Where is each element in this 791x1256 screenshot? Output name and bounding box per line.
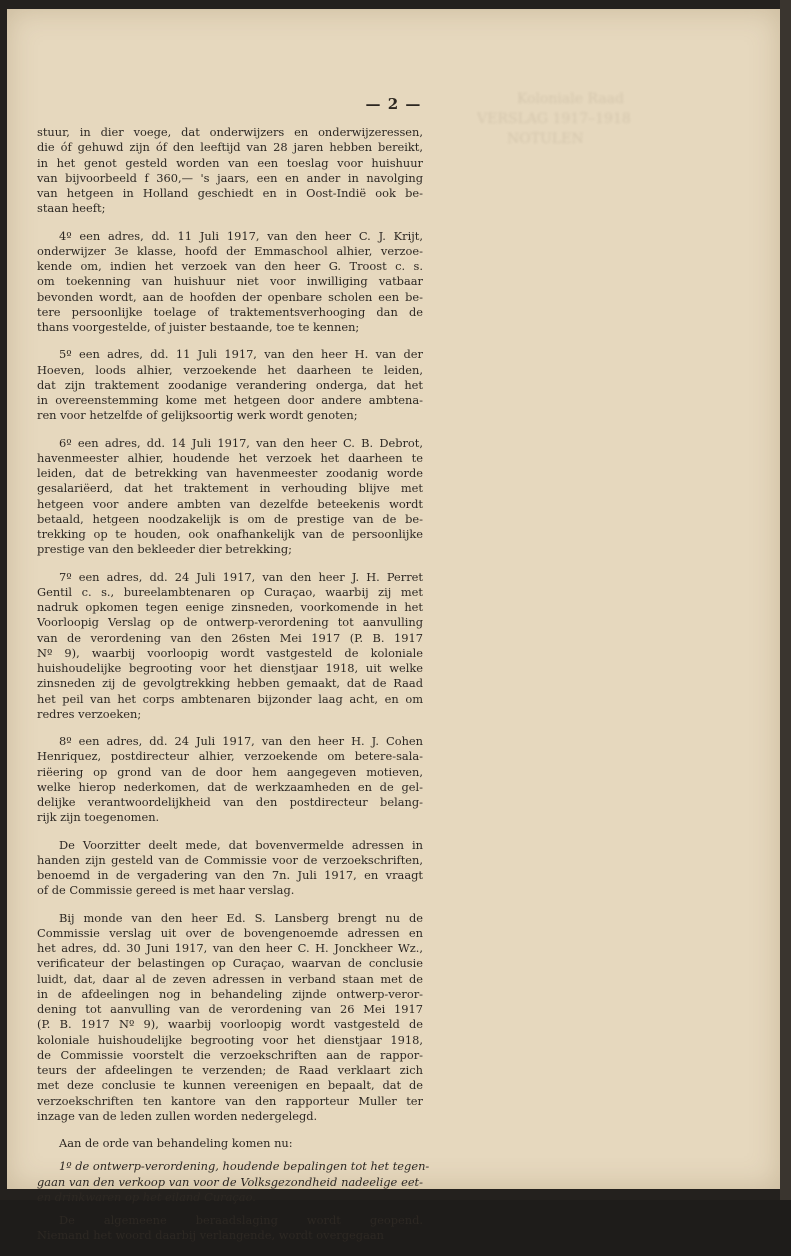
text-line: koloniale huishoudelijke begrooting voor het dienstjaar 1918, bbox=[37, 1032, 423, 1047]
bleed-line: NOTULEN bbox=[507, 131, 584, 147]
text-line: het adres, dd. 30 Juni 1917, van den heer C. H. Jonckheer Wz., bbox=[37, 941, 423, 955]
text-line: gesalariëerd, dat het traktement in verhouding blijve met bbox=[37, 481, 423, 496]
text-line: teurs der afdeelingen te verzenden; de Raad verklaart zich bbox=[37, 1063, 423, 1077]
text-line: Bij monde van den heer Ed. S. Lansberg brengt nu de bbox=[59, 910, 423, 925]
text-line: van de verordening van den 26sten Mei 1917 (P. B. 1917 bbox=[37, 630, 423, 645]
text-line: 6º een adres, dd. 14 Juli 1917, van den heer C. B. Debrot, bbox=[59, 435, 423, 450]
text-line: De algemeene beraadslaging wordt geopend. bbox=[59, 1213, 423, 1227]
text-line: 8º een adres, dd. 24 Juli 1917, van den heer H. J. Cohen bbox=[59, 734, 423, 748]
text-line: welke hierop nederkomen, dat de werkzaamheden en de gel- bbox=[37, 779, 423, 794]
document-page bbox=[7, 9, 780, 1243]
paragraph bbox=[37, 1159, 430, 1205]
paragraph bbox=[37, 347, 423, 423]
text-line: thans voorgestelde, of juister bestaande, toe te kennen; bbox=[37, 320, 360, 334]
paragraph bbox=[37, 734, 423, 826]
paragraph bbox=[37, 229, 423, 336]
text-line: trekking op te houden, ook onafhankelijk van de persoonlijke bbox=[37, 527, 423, 541]
text-line: havenmeester alhier, houdende het verzoek het daarheen te bbox=[37, 450, 423, 465]
text-line: inzage van de leden zullen worden nedergelegd. bbox=[37, 1108, 318, 1123]
text-line: ren voor hetzelfde of gelijksoortig werk wordt genoten; bbox=[37, 408, 358, 423]
text-line: die óf gehuwd zijn óf den leeftijd van 28 jaren hebben bereikt, bbox=[37, 140, 423, 155]
paragraph bbox=[37, 436, 423, 558]
text-line: dat zijn traktement zoodanige verandering onderga, dat het bbox=[37, 377, 423, 392]
text-line: Aan de orde van behandeling komen nu: bbox=[59, 1136, 293, 1150]
page-edge bbox=[780, 0, 791, 1200]
text-line: in overeenstemming kome met hetgeen door andere ambtena- bbox=[37, 393, 423, 407]
text-line: zinsneden zij de gevolgtrekking hebben gemaakt, dat de Raad bbox=[37, 676, 423, 691]
text-line: 7º een adres, dd. 24 Juli 1917, van den heer J. H. Perret bbox=[59, 569, 423, 584]
text-line: nadruk opkomen tegen eenige zinsneden, voorkomende in het bbox=[37, 600, 423, 614]
text-line: gaan van den verkoop van voor de Volksgezondheid nadeelige eet- bbox=[37, 1174, 423, 1189]
text-line: luidt, dat, daar al de zeven adressen in verband staan met de bbox=[37, 971, 423, 986]
text-line: De Voorzitter deelt mede, dat bovenvermelde adressen in bbox=[59, 837, 423, 852]
paragraph bbox=[37, 838, 423, 899]
text-line: riëering op grond van de door hem aangegeven motieven, bbox=[37, 764, 423, 779]
text-line: Voorloopig Verslag op de ontwerp-verordening tot aanvulling bbox=[37, 615, 423, 630]
text-line: Niemand het woord daarbij verlangende, wordt overgegaan bbox=[37, 1228, 384, 1243]
text-line: (P. B. 1917 Nº 9), waarbij voorloopig wordt vastgesteld de bbox=[37, 1017, 423, 1032]
text-line: dening tot aanvulling van de verordening van 26 Mei 1917 bbox=[37, 1002, 423, 1016]
bleed-line: Koloniale Raad bbox=[517, 91, 624, 107]
text-line: delijke verantwoordelijkheid van den postdirecteur belang- bbox=[37, 795, 423, 809]
text-line: de Commissie voorstelt die verzoekschriften aan de rappor- bbox=[37, 1047, 423, 1062]
text-line: om toekenning van huishuur niet voor inwilliging vatbaar bbox=[37, 274, 423, 289]
text-line: rijk zijn toegenomen. bbox=[37, 810, 160, 825]
text-line: Commissie verslag uit over de bovengenoemde adressen en bbox=[37, 925, 423, 940]
text-line: handen zijn gesteld van de Commissie voor de verzoekschriften, bbox=[37, 852, 423, 867]
text-line: benoemd in de vergadering van den 7n. Juli 1917, en vraagt bbox=[37, 868, 423, 882]
paragraph bbox=[37, 125, 423, 217]
text-line: stuur, in dier voege, dat onderwijzers en onderwijzeressen, bbox=[37, 125, 423, 139]
paragraph bbox=[37, 1213, 423, 1244]
text-line: het peil van het corps ambtenaren bijzonder laag acht, en om bbox=[37, 691, 423, 706]
text-line: leiden, dat de betrekking van havenmeester zoodanig worde bbox=[37, 466, 423, 480]
text-line: 4º een adres, dd. 11 Juli 1917, van den heer C. J. Krijt, bbox=[59, 228, 423, 243]
text-line: bevonden wordt, aan de hoofden der openbare scholen een be- bbox=[37, 289, 423, 304]
text-line: of de Commissie gereed is met haar verslag. bbox=[37, 883, 295, 898]
text-line: onderwijzer 3e klasse, hoofd der Emmaschool alhier, verzoe- bbox=[37, 243, 423, 258]
text-line: en drinkwaren op het eiland Curaçao. bbox=[37, 1189, 256, 1204]
paragraph bbox=[37, 1136, 423, 1151]
paragraph bbox=[37, 911, 423, 1125]
text-line: kende om, indien het verzoek van den heer G. Troost c. s. bbox=[37, 259, 423, 273]
text-line: Henriquez, postdirecteur alhier, verzoekende om betere-sala- bbox=[37, 749, 423, 764]
document-body bbox=[37, 125, 430, 1256]
text-line: 1º de ontwerp-verordening, houdende bepalingen tot het tegen- bbox=[59, 1159, 430, 1174]
page-number: — 2 — bbox=[365, 95, 422, 113]
paragraph bbox=[37, 570, 423, 723]
text-line: betaald, hetgeen noodzakelijk is om de prestige van de be- bbox=[37, 511, 423, 526]
text-line: hetgeen voor andere ambten van dezelfde beteekenis wordt bbox=[37, 496, 423, 511]
text-line: met deze conclusie te kunnen vereenigen en bepaalt, dat de bbox=[37, 1078, 423, 1093]
text-line: verzoekschriften ten kantore van den rapporteur Muller ter bbox=[37, 1093, 423, 1108]
text-line: van hetgeen in Holland geschiedt en in Oost-Indië ook be- bbox=[37, 186, 423, 200]
text-line: verificateur der belastingen op Curaçao, waarvan de conclusie bbox=[37, 956, 423, 971]
text-line: Hoeven, loods alhier, verzoekende het daarheen te leiden, bbox=[37, 362, 423, 377]
text-line: staan heeft; bbox=[37, 201, 106, 216]
text-line: in de afdeelingen nog in behandeling zijnde ontwerp-veror- bbox=[37, 986, 423, 1001]
text-line: huishoudelijke begrooting voor het dienstjaar 1918, uit welke bbox=[37, 661, 423, 675]
text-line: prestige van den bekleeder dier betrekking; bbox=[37, 542, 292, 557]
text-line: tere persoonlijke toelage of traktementsverhooging dan de bbox=[37, 304, 423, 319]
bleed-line: VERSLAG 1917–1918 bbox=[477, 111, 631, 127]
text-line: van bijvoorbeeld f 360,— 's jaars, een en ander in navolging bbox=[37, 170, 423, 185]
text-line: Nº 9), waarbij voorloopig wordt vastgesteld de koloniale bbox=[37, 645, 423, 660]
text-line: 5º een adres, dd. 11 Juli 1917, van den heer H. van der bbox=[59, 347, 423, 362]
text-line: redres verzoeken; bbox=[37, 706, 142, 721]
text-line: in het genot gesteld worden van een toeslag voor huishuur bbox=[37, 155, 423, 170]
text-line: Gentil c. s., bureelambtenaren op Curaçao, waarbij zij met bbox=[37, 584, 423, 599]
